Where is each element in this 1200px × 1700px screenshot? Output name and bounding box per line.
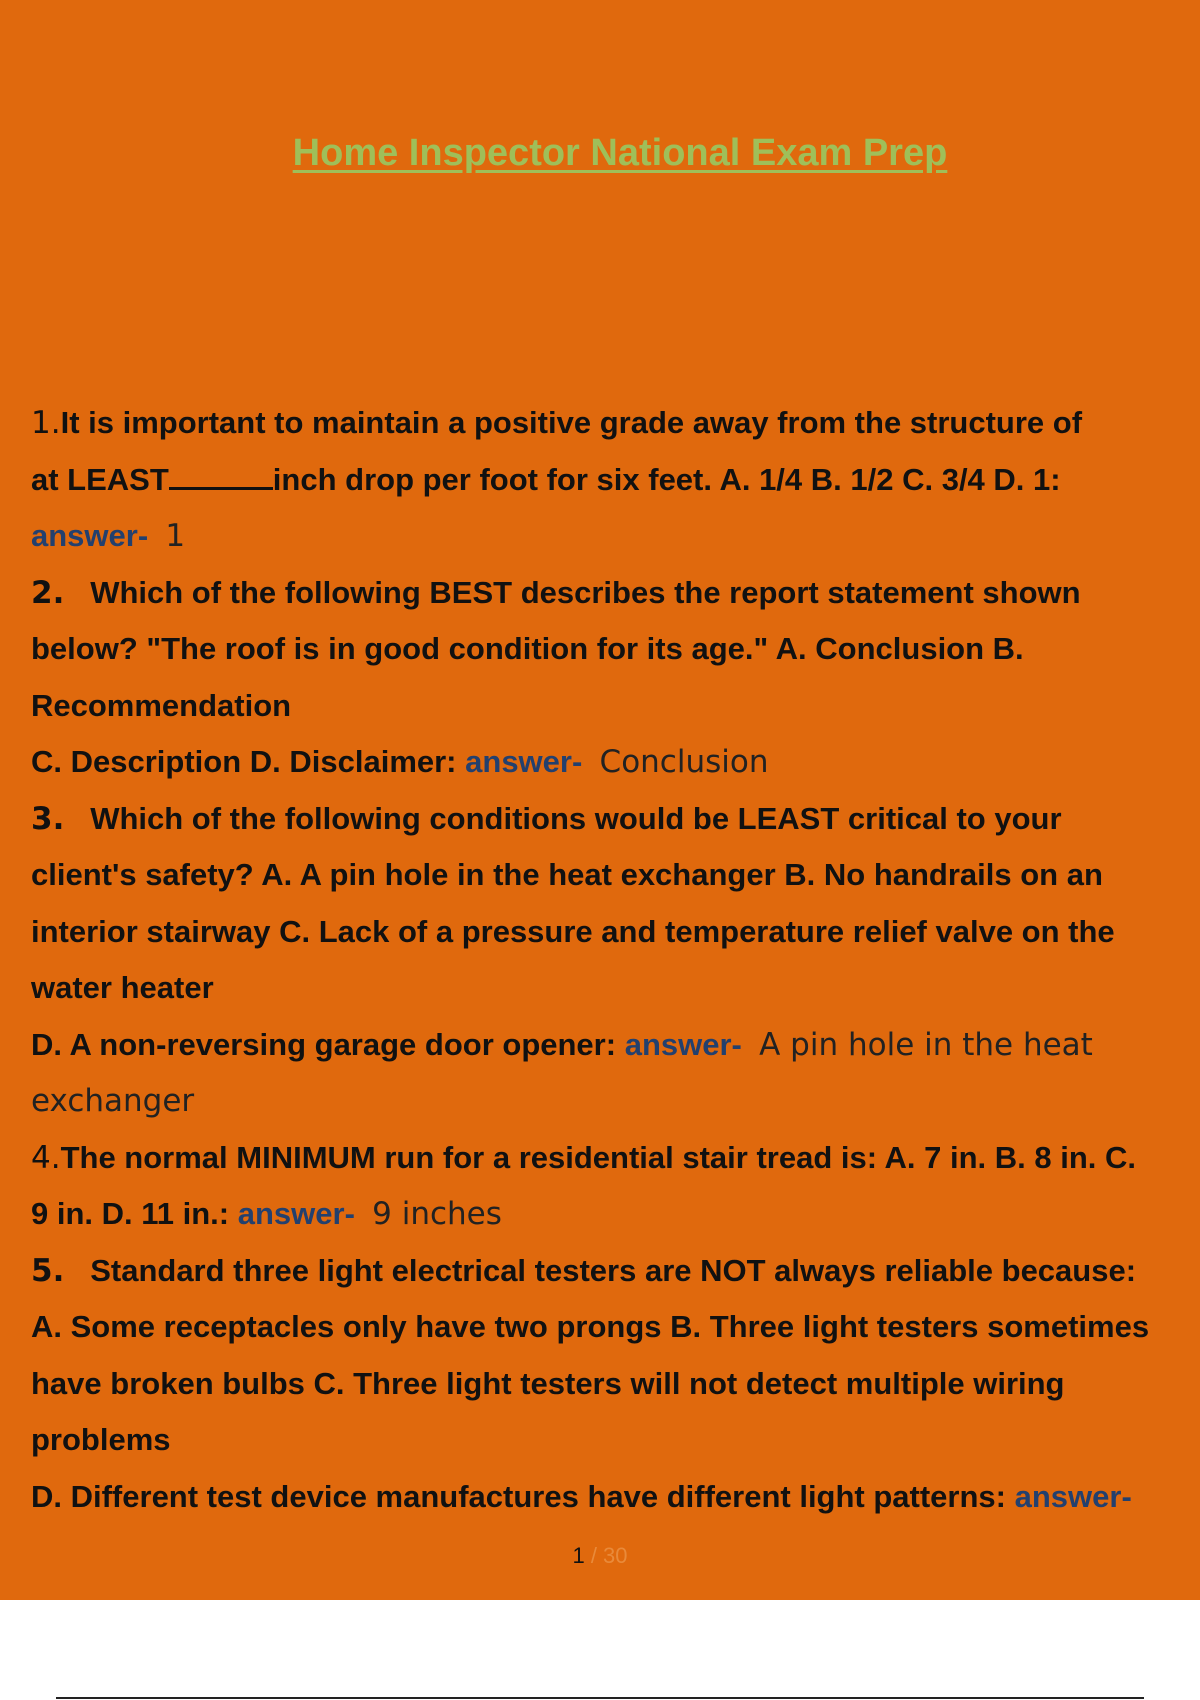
question-5-cont: A. Some receptacles only have two prongs B. Three light testers sometimes [31, 1309, 1150, 1344]
footer-divider [56, 1697, 1144, 1699]
document-title: Home Inspector National Exam Prep [292, 132, 948, 174]
question-3-cont: client's safety? A. A pin hole in the heat exchanger B. No handrails on an [31, 857, 1103, 892]
answer-text: Conclusion [599, 744, 769, 780]
question-5-options: D. Different test device manufactures have different light patterns: answer- [31, 1478, 1132, 1514]
question-3-cont: interior stairway C. Lack of a pressure and temperature relief valve on the [31, 913, 1115, 949]
question-1: 1.It is important to maintain a positive grade away from the structure of [31, 405, 1083, 441]
question-5-cont: problems [31, 1422, 171, 1457]
question-3-options: D. A non-reversing garage door opener: answer- A pin hole in the heat [31, 1026, 1093, 1063]
fill-in-blank [169, 461, 273, 490]
question-number: 1. [31, 405, 61, 441]
question-5: 5. Standard three light electrical testers are NOT always reliable because: [31, 1252, 1137, 1289]
question-2-options: C. Description D. Disclaimer: answer- Conclusion [31, 744, 769, 780]
answer-label: answer- [1014, 1478, 1132, 1514]
answer-text: 1 [165, 518, 186, 554]
page-indicator [0, 1543, 1200, 1569]
answer-text: A pin hole in the heat [759, 1026, 1093, 1063]
question-2-cont: Recommendation [31, 687, 292, 723]
answer-label: answer- [237, 1196, 355, 1231]
question-5-cont: have broken bulbs C. Three light testers will not detect multiple wiring [31, 1365, 1065, 1401]
question-3: 3. Which of the following conditions would be LEAST critical to your [31, 800, 1062, 837]
answer-label: answer- [624, 1026, 742, 1062]
question-number: 2. [31, 574, 65, 611]
question-number: 5. [31, 1252, 65, 1289]
question-4-cont: 9 in. D. 11 in.: answer- 9 inches [31, 1196, 502, 1232]
page-current: 1 [572, 1543, 585, 1568]
answer-text: 9 inches [372, 1196, 502, 1232]
question-number: 3. [31, 800, 65, 837]
question-2-cont: below? "The roof is in good condition for its age." A. Conclusion B. [31, 631, 1024, 666]
question-4: 4.The normal MINIMUM run for a residential stair tread is: A. 7 in. B. 8 in. C. [31, 1139, 1136, 1176]
question-2: 2. Which of the following BEST describes the report statement shown [31, 574, 1081, 611]
answer-3-cont [31, 1073, 1191, 1130]
question-3-cont: water heater [31, 970, 214, 1005]
answer-1 [31, 508, 1191, 565]
page-total: / 30 [590, 1543, 628, 1568]
question-number: 4. [31, 1139, 61, 1176]
answer-label: answer- [465, 744, 583, 779]
question-1-cont: at LEAST inch drop per foot for six feet. A. 1/4 B. 1/2 C. 3/4 D. 1: [31, 461, 1061, 497]
question-list [31, 395, 1191, 1525]
answer-text: exchanger [31, 1083, 195, 1119]
answer-label: answer- [31, 518, 149, 553]
